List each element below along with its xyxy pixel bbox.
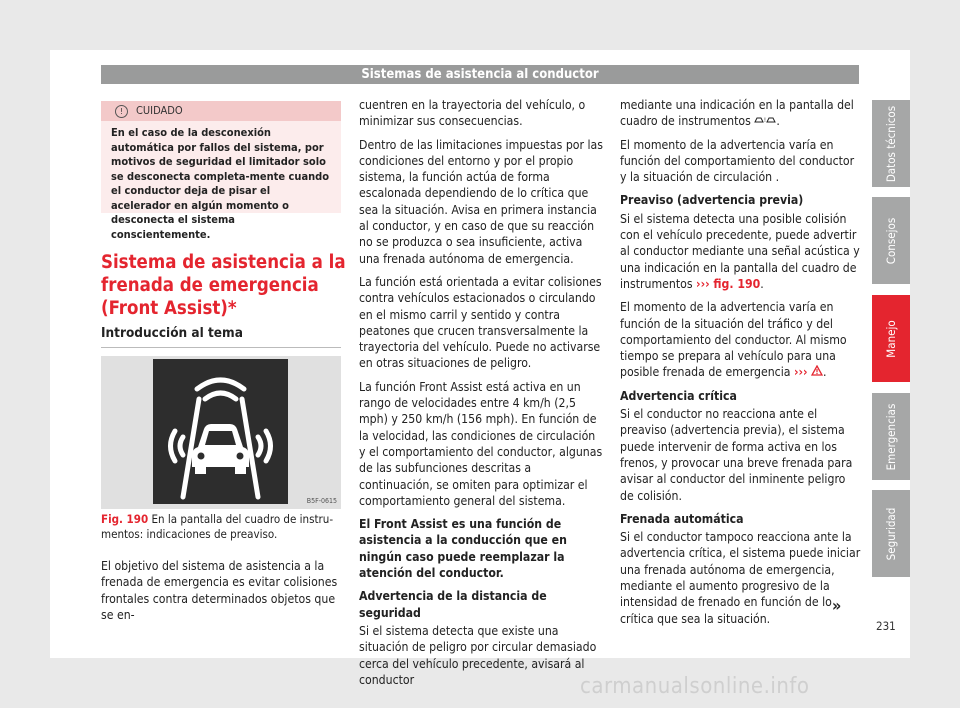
- figure-190: [101, 356, 341, 509]
- tab-consejos[interactable]: Consejos: [872, 197, 910, 284]
- front-assist-car-icon: [153, 359, 288, 504]
- paragraph: Si el sistema detecta una posible colisión con el vehículo precedente, puede advertir al conductor mediante una señal acústica y una indicación en la pantalla del cuadro de instrumentos ››› fig. 190.: [620, 211, 860, 291]
- subheading: Frenada automática: [620, 511, 744, 526]
- running-header: Sistemas de asistencia al conductor: [101, 65, 859, 84]
- warning-triangle-icon: [811, 365, 823, 376]
- page-number: 231: [876, 619, 896, 633]
- subheading: Advertencia crítica: [620, 388, 737, 403]
- subheading: Advertencia de la distancia de seguridad: [359, 589, 547, 620]
- svg-text:!: !: [764, 117, 767, 125]
- continue-mark: »: [832, 596, 842, 615]
- paragraph: mediante una indicación en la pantalla del cuadro de instrumentos ! .: [620, 98, 854, 129]
- caution-header: [101, 101, 341, 121]
- instrument-display: [153, 359, 288, 504]
- paragraph: La función Front Assist está activa en un rango de velocidades entre 4 km/h (2,5 mph) y 250 km/h (156 mph). En función de la velocidad, las condiciones de circulación y el comportamiento del conductor, algunas de las subfunciones descritas a continuación, se omiten para optimizar el comportamiento general del sistema.: [359, 379, 603, 508]
- paragraph: Si el conductor tampoco reacciona ante la advertencia crítica, el sistema puede iniciar una frenada autónoma de emergencia, mediante el aumento progresivo de la intensidad de frenado en función de lo crítica que sea la situación.: [620, 530, 861, 626]
- section-title: Sistema de asistencia a la frenada de emergencia (Front Assist)*: [101, 252, 346, 319]
- figure-code: B5F-0615: [306, 497, 337, 505]
- warning-circle-icon: !: [115, 105, 128, 118]
- paragraph: El objetivo del sistema de asistencia a la frenada de emergencia es evitar colisiones frontales contra determinados objetos que se en-: [101, 559, 338, 622]
- paragraph: cuentren en la trayectoria del vehículo, o minimizar sus consecuencias.: [359, 98, 586, 129]
- tab-seguridad[interactable]: Seguridad: [872, 490, 910, 577]
- divider: [101, 347, 341, 348]
- column-3: [620, 97, 862, 634]
- paragraph: El momento de la advertencia varía en función de la situación del tráfico y del comportamiento del conductor. Al mismo tiempo se prepara al vehículo para una posible frenada de emergencia ››› .: [620, 300, 847, 380]
- column-1-text: [101, 558, 343, 630]
- figure-caption: [101, 512, 341, 541]
- figure-label: Fig. 190: [101, 512, 149, 526]
- subheading: Preaviso (advertencia previa): [620, 193, 804, 208]
- paragraph: Dentro de las limitaciones impuestas por las condiciones del entorno y por el propio sistema, la función actúa de forma escalonada dependiendo de lo crítica que sea la situación. Avisa en primera instancia al conductor, y en caso de que su reacción no se produzca o sea insuficiente, activa una frenada autónoma de emergencia.: [359, 137, 603, 266]
- tab-manejo[interactable]: Manejo: [872, 295, 910, 382]
- paragraph: Si el sistema detecta que existe una situación de peligro por circular demasiado cerca del vehículo precedente, avisará al conductor: [359, 623, 597, 687]
- caution-box: [101, 101, 341, 241]
- watermark: carmanualsonline.info: [580, 674, 810, 699]
- caution-title: CUIDADO: [136, 104, 183, 117]
- tab-datos-tecnicos[interactable]: Datos técnicos: [872, 100, 910, 187]
- caution-text: En el caso de la desconexión automática por fallos del sistema, por motivos de seguridad el limitador solo se desconecta completa-mente cuando el conductor deja de pisar el acelerador en algún momento o desconecta el sistema conscientemente.: [111, 126, 330, 241]
- tab-emergencias[interactable]: Emergencias: [872, 393, 910, 480]
- figure-reference-link[interactable]: ››› fig. 190: [696, 276, 761, 291]
- paragraph: Si el conductor no reacciona ante el preaviso (advertencia previa), el sistema puede intervenir de forma activa en los frenos, y provocar una breve frenada para avisar al conductor del inminente peligro de colisión.: [620, 407, 853, 503]
- paragraph: El momento de la advertencia varía en función del comportamiento del conductor y la situación de circulación .: [620, 137, 855, 185]
- column-2: [359, 97, 603, 695]
- warning-reference-link[interactable]: ›››: [793, 365, 808, 380]
- figure-caption-text: En la pantalla del cuadro de instru-mentos: indicaciones de preaviso.: [101, 512, 334, 541]
- car-distance-warning-icon: [754, 115, 776, 125]
- subsection-title: Introducción al tema: [101, 325, 243, 341]
- paragraph: La función está orientada a evitar colisiones contra vehículos estacionados o circulando en el mismo carril y sentido y contra peatones que crucen transversalmente la trayectoria del vehículo. Puede no activarse en otras situaciones de peligro.: [359, 274, 602, 371]
- bold-note: El Front Assist es una función de asistencia a la conducción que en ningún caso puede reemplazar la atención del conductor.: [359, 517, 567, 581]
